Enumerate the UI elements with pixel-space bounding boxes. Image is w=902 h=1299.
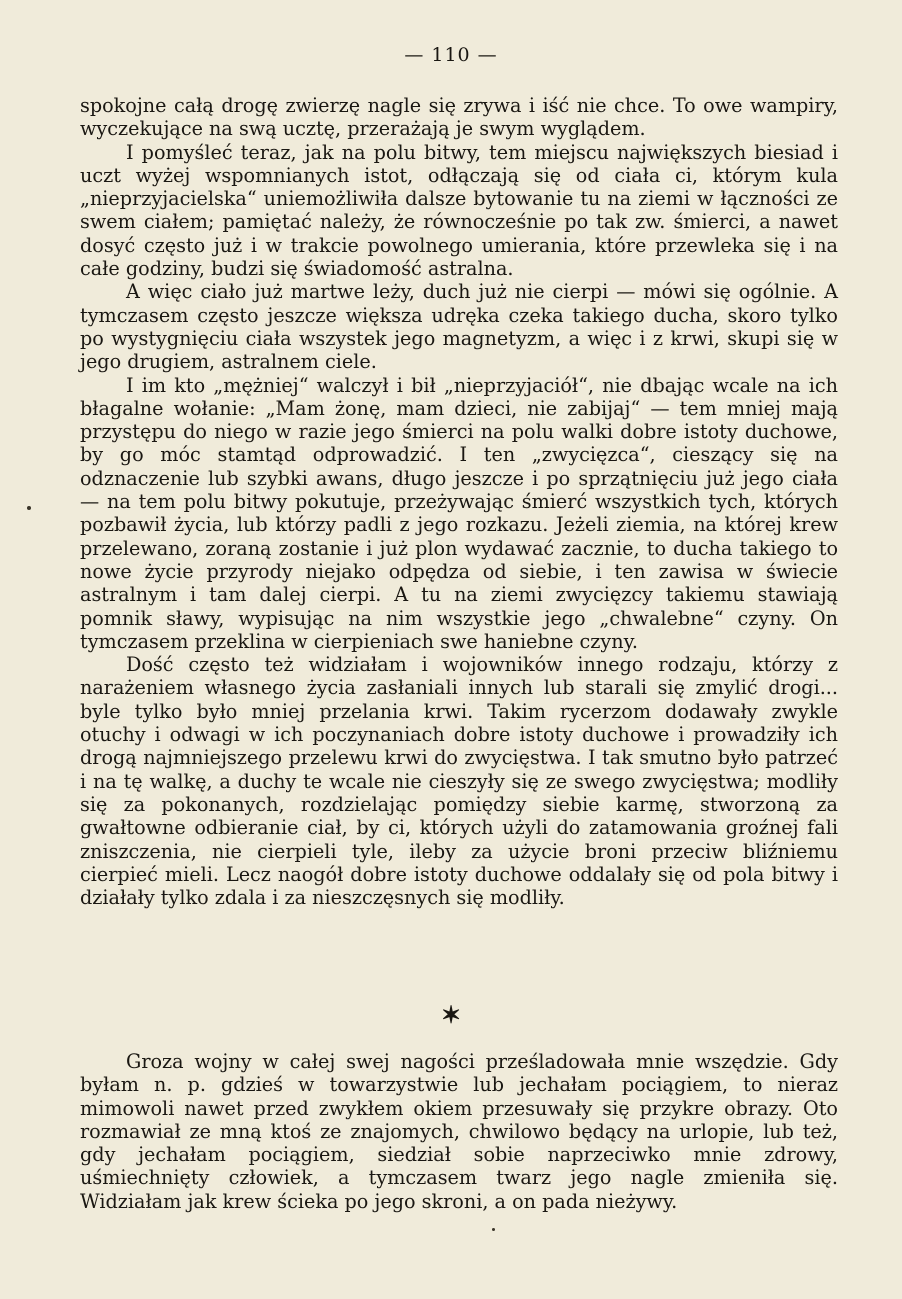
speck-mark	[492, 1228, 495, 1231]
section-separator: ✶	[440, 1000, 462, 1029]
main-text	[80, 94, 838, 909]
speck-mark	[27, 506, 31, 510]
page-number: — 110 —	[404, 44, 498, 66]
paragraph: A więc ciało już martwe leży, duch już nie cierpi — mówi się ogólnie. A tymczasem często jeszcze większa udręka czeka takiego ducha, skoro tylko po wystygnięciu ciała wszystek jego magnetyzm, a więc i z krwi, skupi się w jego drugiem, astralnem ciele.	[80, 280, 838, 374]
paragraph: I pomyśleć teraz, jak na polu bitwy, tem miejscu największych biesiad i uczt wyżej wspomnianych istot, odłączają się od ciała ci, którym kula „nieprzyjacielska“ uniemożliwiła dalsze bytowanie tu na ziemi w łączności ze swem ciałem; pamiętać należy, że równocześnie po tak zw. śmierci, a nawet dosyć często już i w trakcie powolnego umierania, które przewleka się i na całe godziny, budzi się świadomość astralna.	[80, 140, 838, 281]
paragraph: Dość często też widziałam i wojowników innego rodzaju, którzy z narażeniem własnego życia zasłaniali innych lub starali się zmylić drogi... byle tylko było mniej przelania krwi. Takim rycerzom dodawały zwykle otuchy i odwagi w ich poczynaniach dobre istoty duchowe i prowadziły ich drogą najmniejszego przelewu krwi do zwycięstwa. I tak smutno było patrzeć i na tę walkę, a duchy te wcale nie cieszyły się ze swego zwycięstwa; modliły się za pokonanych, rozdzielając pomiędzy siebie karmę, stworzoną za gwałtowne odbieranie ciał, by ci, których użyli do zatamowania groźnej fali zniszczenia, nie cierpieli tyle, ileby za użycie broni przeciw bliźniemu cierpieć mieli. Lecz naogół dobre istoty duchowe oddalały się od pola bitwy i działały tylko zdala i za nieszczęsnych się modliły.	[80, 653, 838, 910]
paragraph: Groza wojny w całej swej nagości prześladowała mnie wszędzie. Gdy byłam n. p. gdzieś w towarzystwie lub jechałam pociągiem, to nieraz mimowoli nawet przed zwykłem okiem przesuwały się przykre obrazy. Oto rozmawiał ze mną ktoś ze znajomych, chwilowo będący na urlopie, lub też, gdy jechałam pociągiem, siedział sobie naprzeciwko mnie zdrowy, uśmiechnięty człowiek, a tymczasem twarz jego nagle zmieniła się. Widziałam jak krew ścieka po jego skroni, a on pada nieżywy.	[80, 1050, 838, 1213]
paragraph-continuation: spokojne całą drogę zwierzę nagle się zrywa i iść nie chce. To owe wampiry, wyczekujące na swą ucztę, przerażają je swym wyglądem.	[80, 94, 838, 141]
section-text	[80, 1050, 838, 1213]
paragraph: I im kto „mężniej“ walczył i bił „nieprzyjaciół“, nie dbając wcale na ich błagalne wołanie: „Mam żonę, mam dzieci, nie zabijaj“ — tem mniej mają przystępu do niego w razie jego śmierci na polu walki dobre istoty duchowe, by go móc stamtąd odprowadzić. I ten „zwycięzca“, cieszący się na odznaczenie lub szybki awans, długo jeszcze i po sprzątnięciu już jego ciała — na tem polu bitwy pokutuje, przeżywając śmierć wszystkich tych, których pozbawił życia, lub którzy padli z jego rozkazu. Jeżeli ziemia, na której krew przelewano, zoraną zostanie i już plon wydawać zacznie, to ducha takiego to nowe życie przyrody niejako odpędza od siebie, i ten zawisa w świecie astralnym i tam dalej cierpi. A tu na ziemi zwycięzcy takiemu stawiają pomnik sławy, wypisując na nim wszystkie jego „chwalebne“ czyny. On tymczasem przeklina w cierpieniach swe haniebne czyny.	[80, 373, 838, 653]
